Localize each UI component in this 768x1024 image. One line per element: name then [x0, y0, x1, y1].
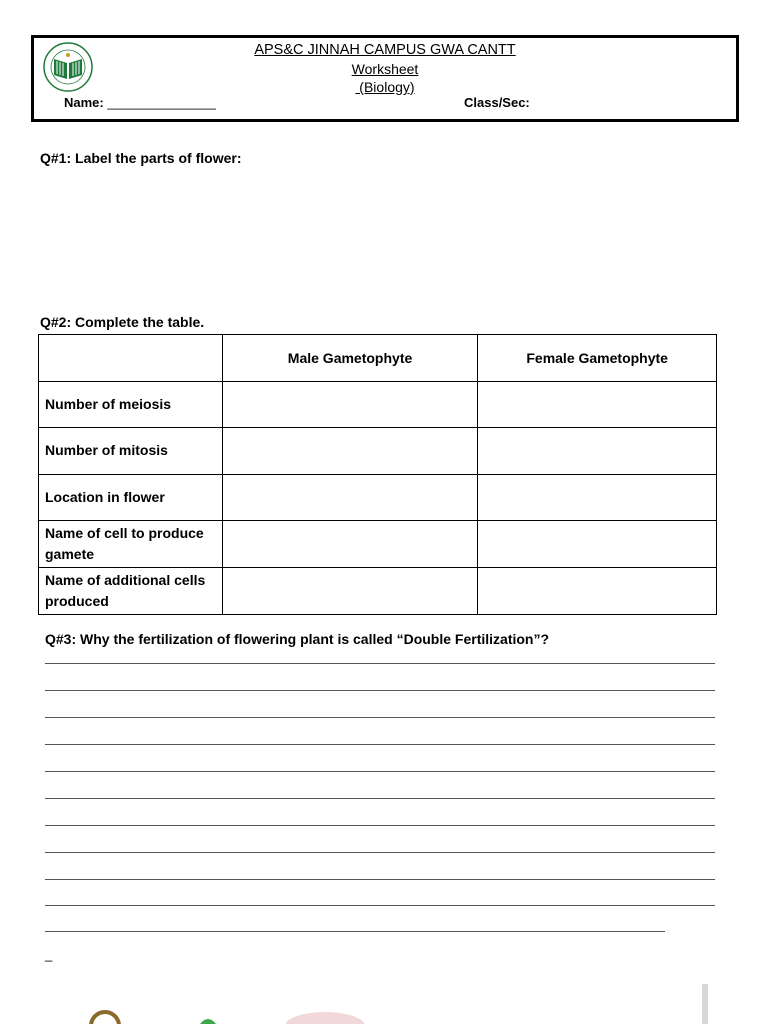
- answer-cell[interactable]: [478, 474, 717, 521]
- answer-line[interactable]: [45, 717, 715, 718]
- question-1: Q#1: Label the parts of flower:: [40, 150, 242, 166]
- name-blank[interactable]: _______________: [107, 95, 216, 110]
- table-header-male: Male Gametophyte: [222, 335, 478, 382]
- row-label: Number of mitosis: [39, 428, 223, 475]
- table-row: [39, 567, 717, 614]
- table-header-cell: [39, 335, 223, 382]
- answer-line[interactable]: [45, 690, 715, 691]
- answer-line[interactable]: [45, 744, 715, 745]
- table-row: [39, 428, 717, 475]
- answer-cell[interactable]: [478, 567, 717, 614]
- answer-cell[interactable]: [222, 567, 478, 614]
- name-label: Name:: [64, 95, 104, 110]
- answer-line[interactable]: [45, 879, 715, 880]
- gametophyte-table: [38, 334, 717, 615]
- question-3: Q#3: Why the fertilization of flowering plant is called “Double Fertilization”?: [45, 631, 550, 647]
- class-sec-label[interactable]: Class/Sec:: [464, 95, 530, 110]
- answer-cell[interactable]: [222, 474, 478, 521]
- answer-cell[interactable]: [478, 381, 717, 428]
- answer-cell[interactable]: [222, 521, 478, 568]
- school-title: APS&C JINNAH CAMPUS GWA CANTT: [254, 42, 516, 58]
- answer-line[interactable]: [45, 931, 665, 932]
- table-row: [39, 521, 717, 568]
- footer-decoration-icon: [0, 980, 768, 1024]
- row-label: Number of meiosis: [39, 381, 223, 428]
- answer-line[interactable]: [45, 825, 715, 826]
- table-header-female: Female Gametophyte: [478, 335, 717, 382]
- row-label: Location in flower: [39, 474, 223, 521]
- answer-cell[interactable]: [222, 428, 478, 475]
- answer-line[interactable]: [45, 798, 715, 799]
- question-2: Q#2: Complete the table.: [40, 314, 205, 330]
- answer-line[interactable]: [45, 852, 715, 853]
- answer-cell[interactable]: [478, 428, 717, 475]
- answer-line[interactable]: [45, 905, 715, 906]
- header-box: [31, 35, 739, 122]
- row-label: Name of additional cells produced: [39, 567, 223, 614]
- answer-line[interactable]: [45, 663, 715, 664]
- table-row: [39, 474, 717, 521]
- row-label: Name of cell to produce gamete: [39, 521, 223, 568]
- subject-label: (Biology): [355, 79, 415, 95]
- name-field[interactable]: [64, 95, 216, 110]
- answer-line[interactable]: [45, 771, 715, 772]
- answer-cell[interactable]: [478, 521, 717, 568]
- worksheet-label: Worksheet: [351, 61, 419, 77]
- table-header-row: [39, 335, 717, 382]
- trailing-mark: _: [45, 947, 53, 962]
- answer-cell[interactable]: [222, 381, 478, 428]
- table-row: [39, 381, 717, 428]
